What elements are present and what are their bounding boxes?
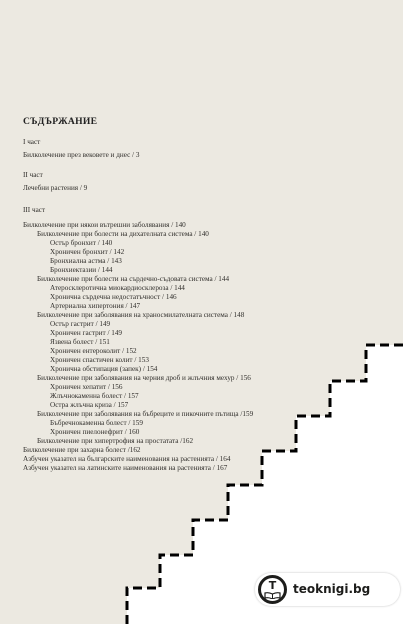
logo-letter: T	[268, 579, 277, 592]
toc-entry: Хронична обстипация (запек) / 154	[50, 365, 158, 373]
toc-entry: Билколечение при заболявания на бъбреците и пикочните пътища /159	[37, 410, 254, 418]
toc-entry: Бронхиектазии / 144	[50, 266, 113, 274]
toc-entry: Билколечение при някои вътрешни заболявания / 140	[23, 221, 186, 229]
toc-entry: Хроничен ентероколит / 152	[50, 347, 137, 355]
toc-part: III част	[23, 206, 46, 214]
toc-entry: Билколечение при хипертрофия на простатата /162	[37, 437, 194, 445]
toc-entry: Хроничен гастрит / 149	[50, 329, 123, 337]
toc-title: СЪДЪРЖАНИЕ	[23, 116, 98, 127]
toc-entry: Остър гастрит / 149	[50, 320, 111, 328]
toc-entry: Билколечение при заболявания на черния дроб и жлъчния мехур / 156	[37, 374, 251, 382]
toc-part: II част	[23, 171, 43, 179]
toc-entry: Остра жлъчна криза / 157	[50, 401, 129, 409]
toc-entry: Хроничен хепатит / 156	[50, 383, 123, 391]
toc-entry: Хроничен бронхит / 142	[50, 248, 125, 256]
toc-entry: Билколечение при болести на дихателната система / 140	[37, 230, 209, 238]
teoknigi-logo	[258, 575, 287, 604]
toc-entry: Хронична сърдечна недостатъчност / 146	[50, 293, 177, 301]
toc-entry: Хроничен спастичен колит / 153	[50, 356, 149, 364]
toc-entry: Азбучен указател на латинските наименования на растенията / 167	[23, 464, 228, 472]
toc-entry: Жлъчнокаменна болест / 157	[50, 392, 139, 400]
watermark-brand: teoknigi.bg	[293, 582, 371, 596]
toc-entry: Бронхиална астма / 143	[50, 257, 122, 265]
toc-entry: Билколечение при заболявания на храносмилателната система / 148	[37, 311, 245, 319]
toc-entry: Лечебни растения / 9	[23, 184, 88, 192]
toc-entry: Атеросклеротична миокардиосклероза / 144	[50, 284, 185, 292]
open-book-icon	[264, 592, 281, 599]
toc-entry: Артериална хипертония / 147	[50, 302, 141, 310]
toc-entry: Билколечение при захарна болест /162	[23, 446, 141, 454]
toc-entry: Бъбречнокаменна болест / 159	[50, 419, 143, 427]
toc-entry: Билколечение при болести на сърдечно-съдовата система / 144	[37, 275, 230, 283]
toc-entry: Остър бронхит / 140	[50, 239, 113, 247]
watermark-badge	[255, 573, 400, 606]
toc-entry: Билколечение през вековете и днес / 3	[23, 151, 140, 159]
toc-part: I част	[23, 138, 41, 146]
toc-entry: Азбучен указател на българските наименования на растенията / 164	[23, 455, 231, 463]
toc-entry: Язвена болест / 151	[50, 338, 110, 346]
toc-entry: Хроничен пиелонефрит / 160	[50, 428, 140, 436]
